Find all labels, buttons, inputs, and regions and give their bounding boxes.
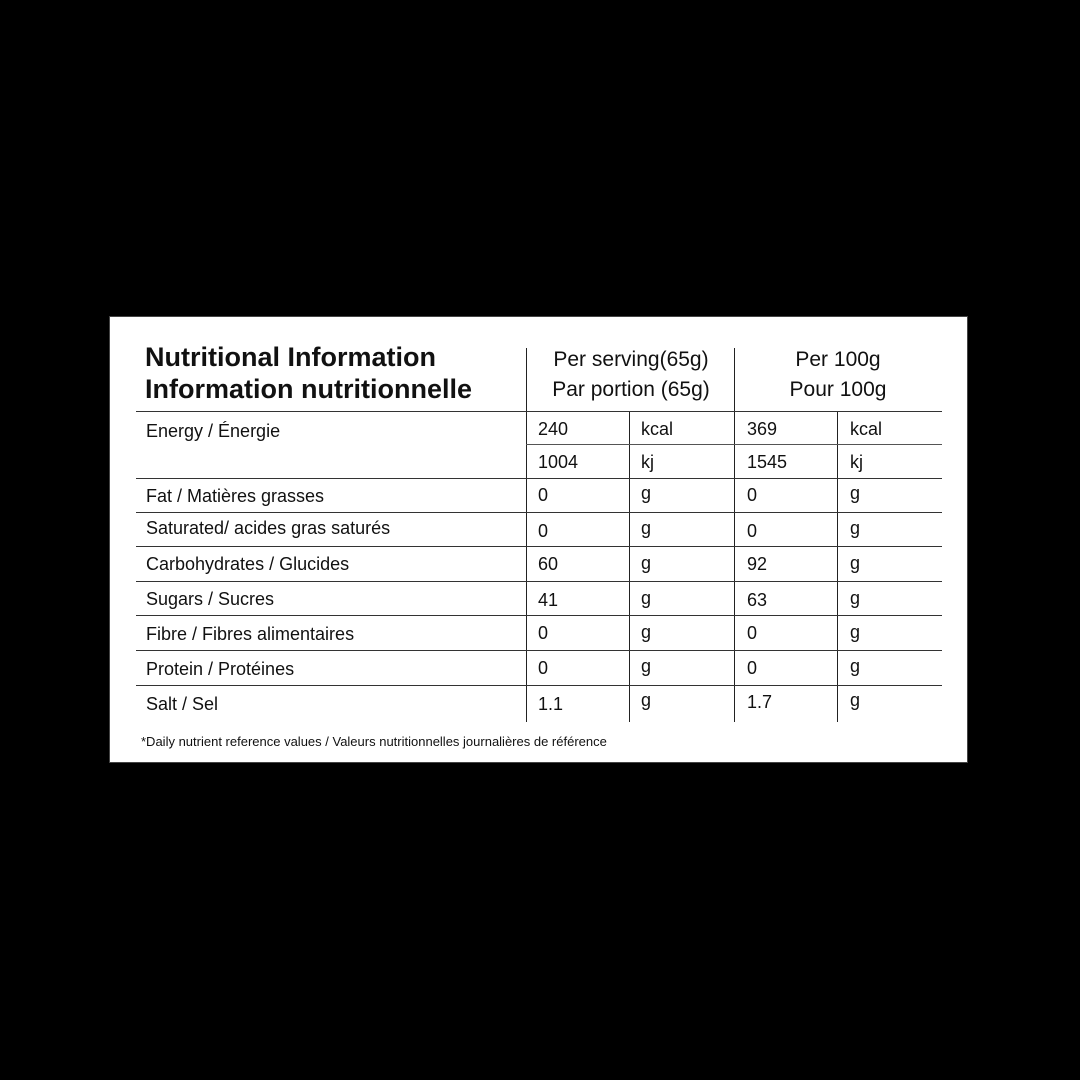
- divider-row: [136, 615, 942, 616]
- row-unit-serving: g: [641, 690, 652, 710]
- footnote: *Daily nutrient reference values / Valeurs nutritionnelles journalières de référence: [141, 734, 607, 749]
- divider-vertical-unit2: [837, 412, 838, 722]
- row-label: Fat / Matières grasses: [146, 486, 325, 506]
- header-serving-french: Par portion (65g): [552, 378, 710, 401]
- nutrition-panel: [109, 316, 968, 763]
- divider-row: [136, 650, 942, 651]
- row-value-per100: 92: [747, 554, 768, 574]
- energy-kcal-serving: 240: [538, 419, 569, 439]
- row-value-serving: 0: [538, 521, 549, 541]
- row-unit-serving: g: [641, 518, 652, 538]
- divider-header: [136, 411, 942, 412]
- header-100g-english: Per 100g: [795, 348, 881, 371]
- row-unit-per100: g: [850, 656, 861, 676]
- row-unit-per100: g: [850, 690, 861, 710]
- divider-vertical-unit1: [629, 412, 630, 722]
- row-value-serving: 60: [538, 554, 559, 574]
- row-value-serving: 0: [538, 485, 549, 505]
- row-label: Fibre / Fibres alimentaires: [146, 624, 355, 644]
- energy-kcal-unit-per100: kcal: [850, 419, 883, 439]
- row-value-per100: 0: [747, 623, 758, 643]
- row-label: Salt / Sel: [146, 694, 219, 714]
- energy-kj-unit: kj: [641, 452, 654, 472]
- energy-kcal-per100: 369: [747, 419, 778, 439]
- divider-vertical-serving: [526, 348, 527, 722]
- title-english: Nutritional Information: [145, 342, 436, 372]
- row-unit-per100: g: [850, 553, 861, 573]
- row-value-per100: 0: [747, 485, 758, 505]
- row-label: Protein / Protéines: [146, 659, 295, 679]
- row-value-serving: 0: [538, 623, 549, 643]
- divider-row: [136, 546, 942, 547]
- row-value-per100: 0: [747, 658, 758, 678]
- row-unit-per100: g: [850, 588, 861, 608]
- row-unit-serving: g: [641, 553, 652, 573]
- row-value-per100: 1.7: [747, 692, 773, 712]
- row-unit-serving: g: [641, 483, 652, 503]
- row-unit-per100: g: [850, 483, 861, 503]
- row-unit-serving: g: [641, 656, 652, 676]
- row-value-per100: 0: [747, 521, 758, 541]
- row-label: Saturated/ acides gras saturés: [146, 518, 391, 538]
- row-unit-serving: g: [641, 588, 652, 608]
- energy-kcal-unit: kcal: [641, 419, 674, 439]
- energy-kj-serving: 1004: [538, 452, 579, 472]
- divider-row: [136, 581, 942, 582]
- header-serving-english: Per serving(65g): [553, 348, 709, 371]
- energy-kj-per100: 1545: [747, 452, 788, 472]
- row-unit-serving: g: [641, 622, 652, 642]
- energy-label: Energy / Énergie: [146, 421, 281, 441]
- divider-row: [136, 478, 942, 479]
- row-value-serving: 1.1: [538, 694, 564, 714]
- table-title: [145, 341, 472, 405]
- energy-kj-unit-per100: kj: [850, 452, 863, 472]
- row-label: Sugars / Sucres: [146, 589, 275, 609]
- header-per-serving: [527, 345, 735, 405]
- row-label: Carbohydrates / Glucides: [146, 554, 350, 574]
- divider-row: [136, 512, 942, 513]
- row-value-serving: 0: [538, 658, 549, 678]
- row-value-serving: 41: [538, 590, 559, 610]
- divider-row: [136, 685, 942, 686]
- row-value-per100: 63: [747, 590, 768, 610]
- divider-energy-inner: [526, 444, 942, 445]
- divider-vertical-per100: [734, 348, 735, 722]
- row-unit-per100: g: [850, 518, 861, 538]
- header-100g-french: Pour 100g: [789, 378, 887, 401]
- title-french: Information nutritionnelle: [145, 374, 472, 404]
- header-per-100g: [734, 345, 942, 405]
- row-unit-per100: g: [850, 622, 861, 642]
